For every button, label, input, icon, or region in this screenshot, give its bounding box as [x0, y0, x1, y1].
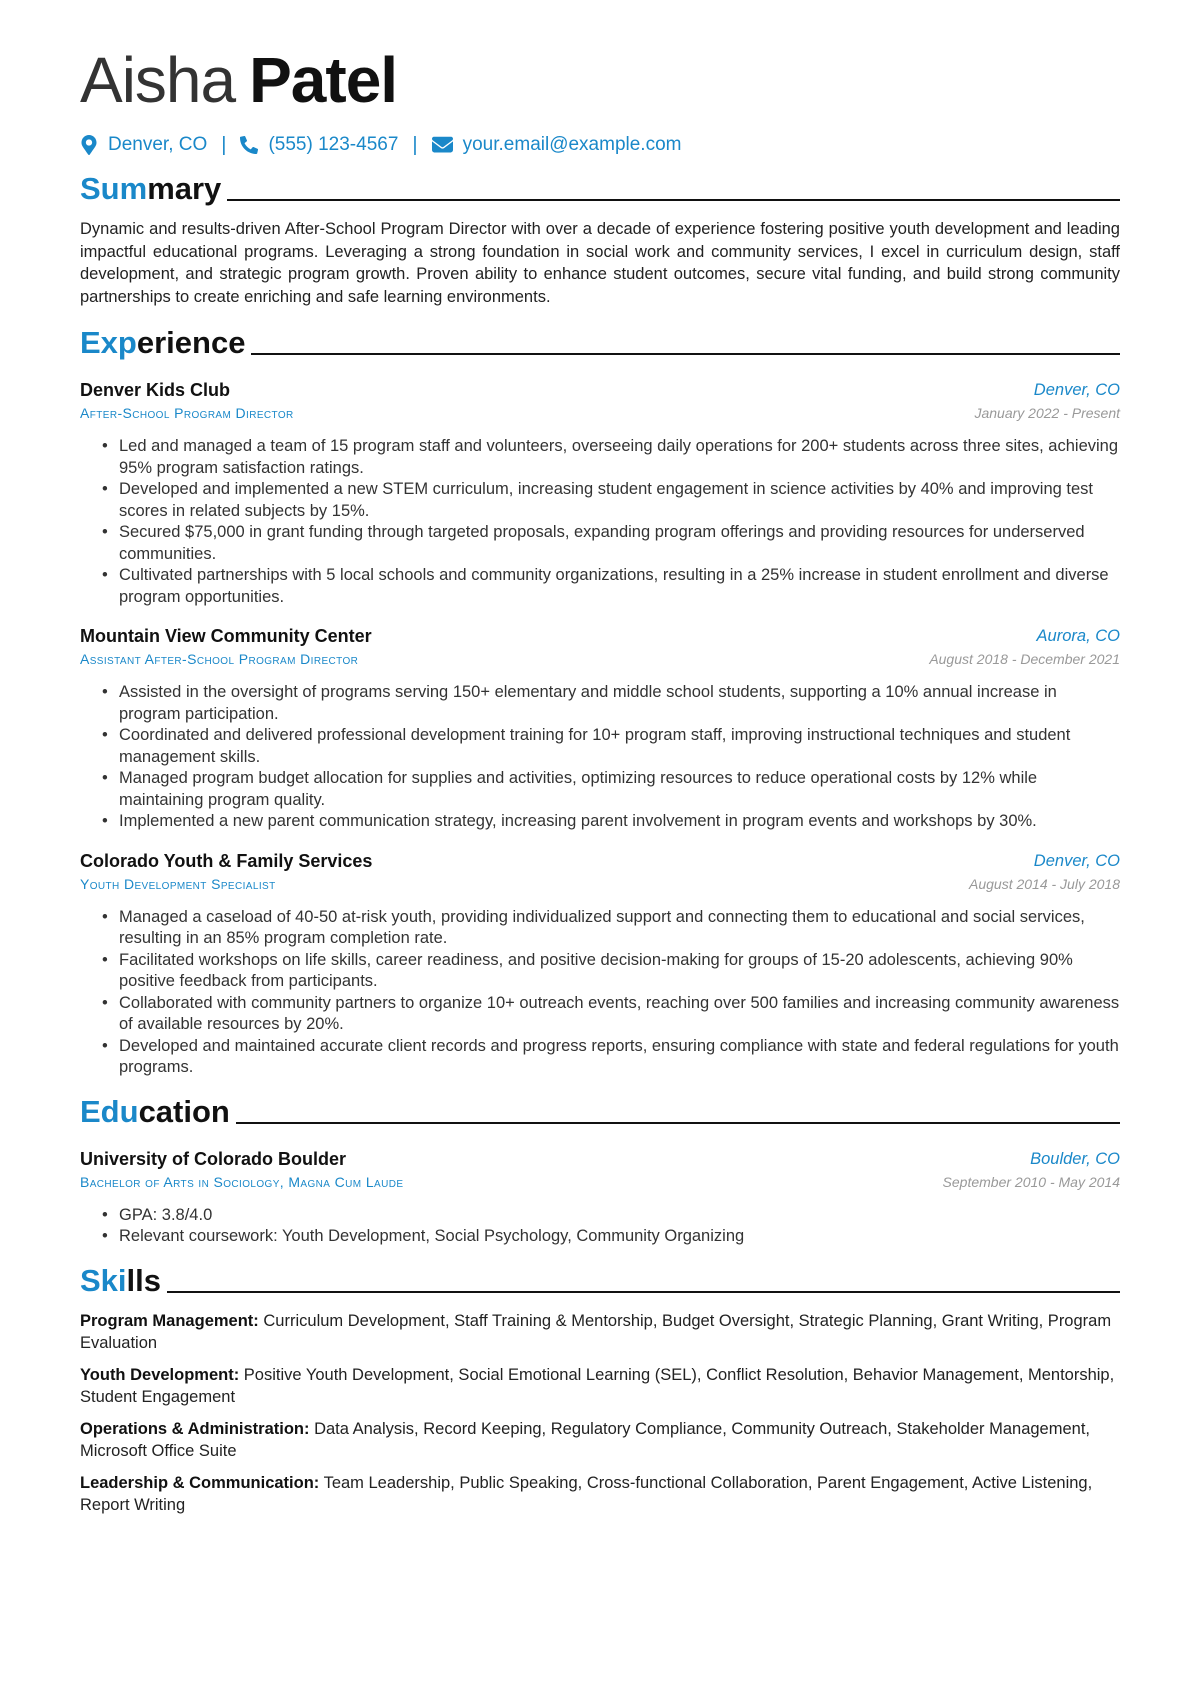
phone-text[interactable]: (555) 123-4567 [268, 134, 399, 155]
list-item: • Relevant coursework: Youth Development, Social Psychology, Community Organizing [102, 1226, 1120, 1248]
first-name: Aisha [80, 44, 236, 116]
section-title-accent: Ski [80, 1262, 127, 1298]
contact-separator: | [221, 133, 227, 156]
section-rule [236, 1122, 1120, 1124]
last-name: Patel [249, 44, 398, 116]
list-item: • Facilitated workshops on life skills, career readiness, and positive decision-making for groups of 15-20 adolescents, achieving 90% positive feedback from participants. [102, 950, 1120, 993]
skill-items: Team Leadership, Public Speaking, Cross-functional Collaboration, Parent Engagement, Active Listening, Report Writing [80, 1473, 1093, 1514]
bullet-list [80, 682, 1120, 833]
section-title-rest: erience [136, 325, 246, 360]
location-text: Denver, CO [108, 134, 208, 155]
summary-text: Dynamic and results-driven After-School Program Director with over a decade of experience fostering positive youth development and leading impactful educational programs. Leveraging a strong foundation in social work and community services, I excel in curriculum design, staff development, and strategic program growth. Proven ability to enhance student outcomes, secure vital funding, and build strong community partnerships to create enriching and safe learning environments. [80, 220, 1120, 306]
section-rule [227, 199, 1120, 201]
list-item: • Cultivated partnerships with 5 local schools and community organizations, resulting in a 25% increase in student enrollment and diverse program opportunities. [102, 565, 1120, 608]
skills-heading [80, 1258, 1120, 1300]
skill-group [80, 1472, 1120, 1517]
contact-separator: | [412, 133, 418, 156]
section-title [80, 324, 245, 362]
school-name: University of Colorado Boulder [80, 1148, 347, 1169]
phone-icon [240, 135, 258, 155]
entry-dates: September 2010 - May 2014 [942, 1173, 1120, 1190]
section-title-accent: Exp [80, 325, 137, 360]
skill-group [80, 1310, 1120, 1355]
section-title-accent: Sum [80, 171, 148, 206]
experience-entry [80, 849, 1120, 1079]
entry-dates: August 2014 - July 2018 [969, 875, 1120, 892]
skill-items: Data Analysis, Record Keeping, Regulatory Compliance, Community Outreach, Stakeholder Management, Microsoft Office Suite [80, 1419, 1090, 1460]
experience-entry [80, 378, 1120, 608]
education-heading [80, 1089, 1120, 1131]
list-item: • GPA: 3.8/4.0 [102, 1205, 1120, 1227]
employer-name: Denver Kids Club [80, 380, 231, 400]
list-item: • Implemented a new parent communication strategy, increasing parent involvement in program events and workshops by 30%. [102, 811, 1120, 833]
contact-location [80, 134, 207, 156]
list-item: • Assisted in the oversight of programs serving 150+ elementary and middle school students, supporting a 10% annual increase in program participation. [102, 682, 1120, 725]
employer-name: Mountain View Community Center [80, 626, 372, 646]
list-item: • Secured $75,000 in grant funding through targeted proposals, expanding program offerings and providing resources for underserved communities. [102, 522, 1120, 565]
section-title-rest: lls [126, 1262, 161, 1298]
section-title-accent: Edu [80, 1093, 139, 1129]
list-item: • Managed a caseload of 40-50 at-risk youth, providing individualized support and connecting them to educational and social services, resulting in an 85% program completion rate. [102, 907, 1120, 950]
skill-category: Operations & Administration: [80, 1419, 310, 1438]
section-rule [251, 353, 1120, 355]
skill-category: Youth Development: [80, 1365, 240, 1384]
section-title [80, 1262, 161, 1300]
section-title-rest: cation [138, 1093, 230, 1129]
summary-heading [80, 166, 1120, 208]
contact-line [80, 132, 1120, 158]
list-item: • Managed program budget allocation for supplies and activities, optimizing resources to reduce operational costs by 12% while maintaining program quality. [102, 768, 1120, 811]
bullet-list [80, 1205, 1120, 1248]
employer-name: Colorado Youth & Family Services [80, 850, 373, 871]
entry-dates: January 2022 - Present [974, 405, 1120, 421]
experience-heading [80, 320, 1120, 362]
skill-items: Positive Youth Development, Social Emotional Learning (SEL), Conflict Resolution, Behavior Management, Mentorship, Student Engagement [80, 1365, 1115, 1406]
skill-category: Leadership & Communication: [80, 1473, 320, 1492]
contact-email[interactable] [432, 134, 682, 156]
skills-list [80, 1310, 1120, 1517]
contact-phone[interactable] [240, 134, 398, 156]
skill-group [80, 1364, 1120, 1409]
entry-location: Aurora, CO [1036, 627, 1120, 645]
list-item: • Led and managed a team of 15 program staff and volunteers, overseeing daily operations for 200+ students across three sites, achieving 95% program satisfaction ratings. [102, 436, 1120, 479]
map-marker-icon [80, 135, 98, 155]
bullet-list [80, 436, 1120, 608]
entry-location: Boulder, CO [1030, 1149, 1120, 1168]
bullet-list [80, 907, 1120, 1079]
job-title: Youth Development Specialist [80, 875, 276, 892]
list-item: • Coordinated and delivered professional development training for 10+ program staff, improving instructional techniques and student management skills. [102, 725, 1120, 768]
list-item: • Developed and maintained accurate client records and progress reports, ensuring compliance with state and federal regulations for youth programs. [102, 1036, 1120, 1079]
skill-items: Curriculum Development, Staff Training & Mentorship, Budget Oversight, Strategic Planning, Grant Writing, Program Evaluation [80, 1311, 1112, 1352]
entry-location: Denver, CO [1033, 851, 1120, 870]
job-title: After-School Program Director [80, 405, 294, 421]
section-rule [167, 1291, 1120, 1293]
section-title [80, 170, 221, 208]
candidate-name [80, 40, 1120, 120]
entry-dates: August 2018 - December 2021 [929, 651, 1120, 667]
resume-content [80, 40, 1120, 1517]
list-item: • Collaborated with community partners to organize 10+ outreach events, reaching over 500 families and increasing community awareness of available resources by 20%. [102, 993, 1120, 1036]
section-title [80, 1093, 230, 1131]
degree-title: Bachelor of Arts in Sociology, Magna Cum Laude [80, 1173, 404, 1190]
skill-category: Program Management: [80, 1311, 259, 1330]
section-title-rest: mary [147, 171, 222, 206]
education-entry [80, 1147, 1120, 1248]
list-item: • Developed and implemented a new STEM curriculum, increasing student engagement in science activities by 40% and improving test scores in related subjects by 15%. [102, 479, 1120, 522]
email-link[interactable]: your.email@example.com [462, 134, 682, 155]
job-title: Assistant After-School Program Director [80, 651, 359, 667]
entry-location: Denver, CO [1033, 381, 1120, 399]
skill-group [80, 1418, 1120, 1463]
envelope-icon [432, 135, 453, 155]
experience-entry [80, 624, 1120, 833]
